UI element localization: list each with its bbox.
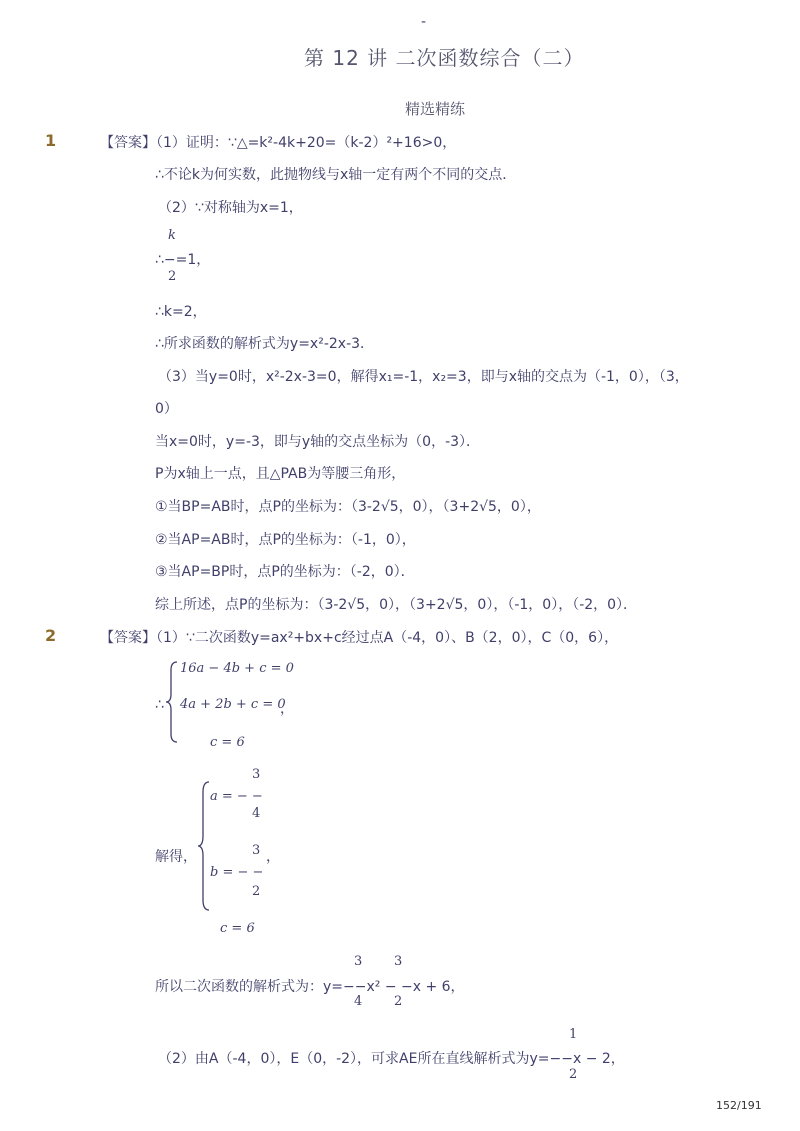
answer-line: （3）当y=0时，x²-2x-3=0，解得x₁=-1，x₂=3，即与x轴的交点为（-1，0），（3，	[158, 369, 689, 385]
fraction-numerator: 3	[354, 954, 363, 969]
answer-line: 综上所述，点P的坐标为：（3-2√5，0），（3+2√5，0），（-1，0），（-2，0）．	[155, 597, 638, 613]
solution-label: 解得，	[155, 849, 197, 865]
therefore-symbol: ∴	[155, 697, 164, 713]
comma: ，	[280, 701, 294, 717]
answer-line: （2）∵对称轴为x=1，	[158, 200, 303, 216]
answer-line: ①当BP=AB时，点P的坐标为：（3-2√5，0），（3+2√5，0），	[155, 499, 541, 515]
answer-line: 当x=0时，y=-3，即与y轴的交点坐标为（0，-3）．	[155, 434, 481, 450]
fraction-denominator: 4	[252, 806, 261, 821]
answer-line: ②当AP=AB时，点P的坐标为：（-1，0），	[155, 532, 416, 548]
equation: 16a − 4b + c = 0	[180, 661, 294, 676]
answer-line: 0）	[155, 401, 178, 417]
fraction-numerator: 3	[394, 954, 403, 969]
left-brace	[197, 780, 211, 912]
fraction-denominator: 2	[569, 1067, 578, 1082]
solution-b: b = − −	[210, 865, 264, 880]
answer-line: （2）由A（-4，0），E（0，-2），可求AE所在直线解析式为y=−−x − 2，	[158, 1051, 625, 1067]
answer-line: P为x轴上一点，且△PAB为等腰三角形，	[155, 466, 406, 482]
fraction-denominator: 2	[168, 269, 177, 284]
comma: ，	[266, 849, 280, 865]
problem-number: 1	[45, 131, 57, 150]
fraction-numerator: 3	[252, 843, 261, 858]
equation: 4a + 2b + c = 0	[180, 697, 286, 712]
answer-line: 所以二次函数的解析式为：y=−−x² − −x + 6，	[155, 979, 465, 995]
answer-line: ∴不论k为何实数，此抛物线与x轴一定有两个不同的交点．	[155, 167, 517, 183]
section-subtitle: 精选精练	[405, 100, 466, 118]
fraction-denominator: 2	[252, 884, 261, 899]
problem-number: 2	[45, 626, 57, 645]
fraction-denominator: 2	[394, 994, 403, 1009]
header-dash: -	[421, 14, 427, 30]
left-brace	[165, 660, 179, 744]
fraction-numerator: k	[168, 228, 176, 243]
fraction-numerator: 1	[569, 1027, 578, 1042]
answer-line: ③当AP=BP时，点P的坐标为：（-2，0）．	[155, 564, 415, 580]
page-title: 第 12 讲 二次函数综合（二）	[304, 46, 585, 70]
answer-line: ∴−=1，	[155, 252, 211, 268]
solution-a: a = − −	[210, 789, 263, 804]
equation: c = 6	[210, 735, 245, 750]
answer-line: 【答案】（1）证明：∵△=k²-4k+20=（k-2）²+16>0，	[100, 135, 457, 151]
answer-line: ∴k=2，	[155, 304, 207, 320]
page-number: 152/191	[716, 1099, 762, 1112]
answer-line: ∴所求函数的解析式为y=x²-2x-3．	[155, 336, 375, 352]
solution-c: c = 6	[220, 921, 255, 936]
fraction-denominator: 4	[354, 994, 363, 1009]
fraction-numerator: 3	[252, 767, 261, 782]
answer-line: 【答案】（1）∵二次函数y=ax²+bx+c经过点A（-4，0）、B（2，0），C（0，6），	[100, 630, 619, 646]
